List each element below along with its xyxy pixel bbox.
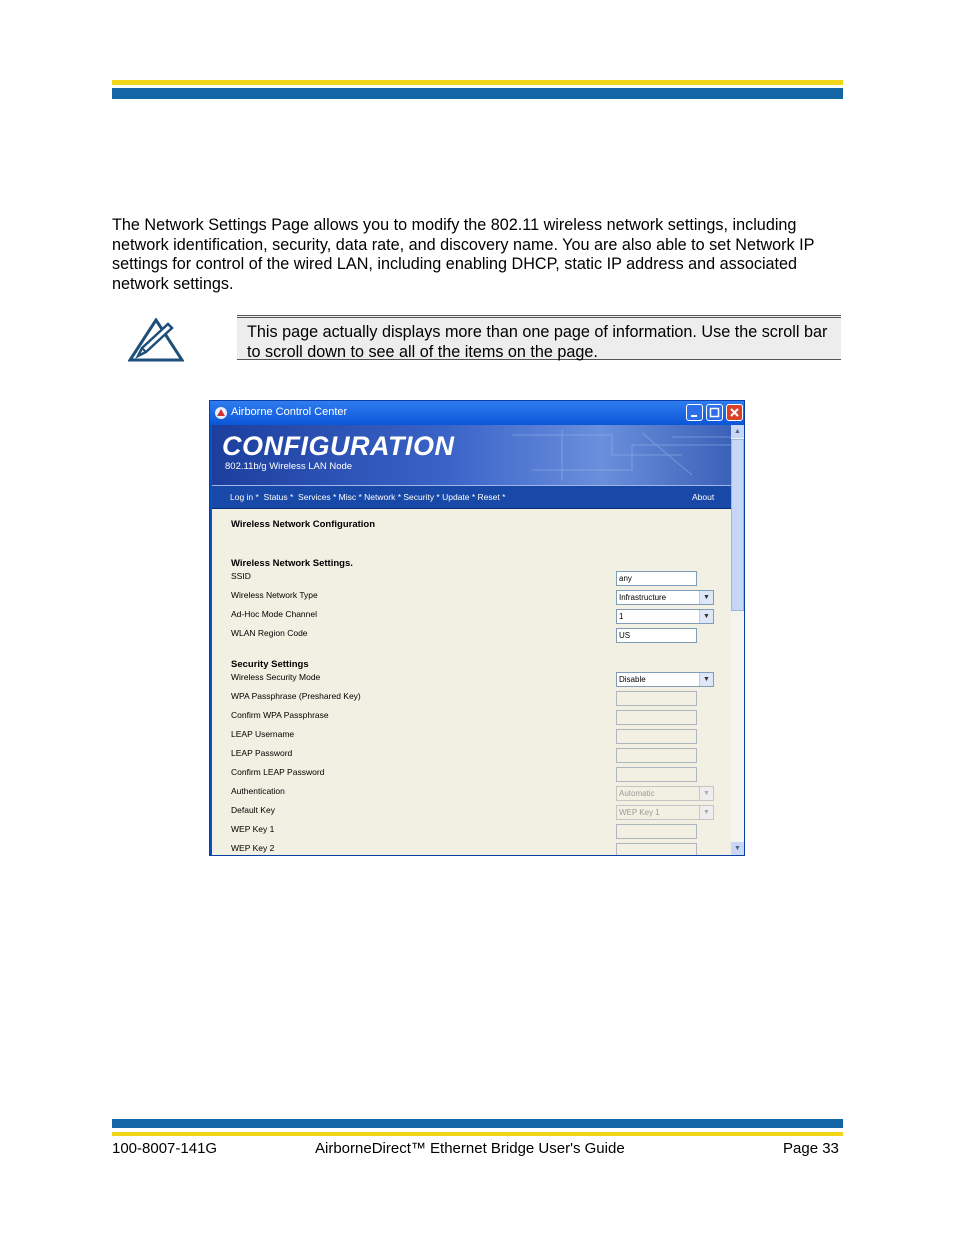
confirm-leap-label: Confirm LEAP Password	[231, 767, 325, 777]
page-heading: Wireless Network Configuration	[231, 519, 376, 530]
close-icon	[727, 405, 742, 420]
minimize-icon	[687, 405, 702, 420]
confirm-wpa-label: Confirm WPA Passphrase	[231, 710, 329, 720]
scroll-down-button[interactable]: ▼	[731, 842, 744, 855]
dropdown-arrow-icon: ▼	[699, 610, 713, 623]
maximize-button[interactable]	[706, 404, 723, 421]
note-pencil-icon	[128, 318, 184, 362]
dropdown-arrow-icon: ▼	[699, 806, 713, 819]
wpa-passphrase-input[interactable]	[616, 691, 697, 706]
intro-paragraph: The Network Settings Page allows you to modify the 802.11 wireless network settings, including network identification, security, data rate, and discovery name. You are also able to set Network IP settings for control of the wired LAN, including enabling DHCP, static IP address and associated network settings.	[112, 216, 815, 293]
doc-number: 100-8007-141G	[112, 1140, 218, 1157]
security-mode-select[interactable]	[616, 672, 714, 687]
header-blue-band	[112, 88, 843, 99]
leap-password-input[interactable]	[616, 748, 697, 763]
client-area	[212, 425, 731, 855]
window-title: Airborne Control Center	[231, 406, 348, 418]
ssid-label: SSID	[231, 571, 251, 581]
scroll-up-button[interactable]: ▲	[731, 425, 744, 438]
page-number: Page 33	[783, 1140, 839, 1157]
wep-key1-input[interactable]	[616, 824, 697, 839]
wep-key1-label: WEP Key 1	[231, 824, 275, 834]
security-heading: Security Settings	[231, 659, 309, 670]
authentication-label: Authentication	[231, 786, 285, 796]
authentication-value: Automatic	[619, 789, 655, 798]
config-content	[212, 509, 731, 855]
nav-links[interactable]: Log in * Status * Services * Misc * Network * Security * Update * Reset *	[230, 492, 506, 502]
footer-blue-band	[112, 1119, 843, 1128]
vertical-scrollbar[interactable]	[731, 425, 744, 855]
app-window-screenshot	[209, 400, 745, 856]
wireless-settings-heading: Wireless Network Settings.	[231, 558, 353, 569]
dropdown-arrow-icon: ▼	[699, 591, 713, 604]
note-text: This page actually displays more than one page of information. Use the scroll bar to scroll down to see all of the items on the page.	[247, 323, 828, 361]
footer-yellow-band	[112, 1132, 843, 1136]
adhoc-channel-select[interactable]	[616, 609, 714, 624]
nav-about-link[interactable]: About	[692, 492, 715, 502]
confirm-leap-input[interactable]	[616, 767, 697, 782]
wep-key2-input[interactable]	[616, 843, 697, 855]
title-bar	[210, 401, 744, 425]
app-icon	[214, 406, 228, 420]
region-input[interactable]: US	[616, 628, 697, 643]
close-button[interactable]	[726, 404, 743, 421]
network-type-value: Infrastructure	[619, 593, 667, 602]
scroll-thumb[interactable]	[731, 439, 744, 611]
header-yellow-band	[112, 80, 843, 85]
minimize-button[interactable]	[686, 404, 703, 421]
security-mode-value: Disable	[619, 675, 646, 684]
network-type-label: Wireless Network Type	[231, 590, 318, 600]
leap-password-label: LEAP Password	[231, 748, 293, 758]
leap-username-label: LEAP Username	[231, 729, 295, 739]
confirm-wpa-input[interactable]	[616, 710, 697, 725]
adhoc-channel-value: 1	[619, 612, 624, 621]
dropdown-arrow-icon: ▼	[699, 673, 713, 686]
wpa-passphrase-label: WPA Passphrase (Preshared Key)	[231, 691, 361, 701]
banner-title: CONFIGURATION	[222, 431, 455, 461]
default-key-value: WEP Key 1	[619, 808, 660, 817]
leap-username-input[interactable]	[616, 729, 697, 744]
network-type-select[interactable]	[616, 590, 714, 605]
authentication-select[interactable]	[616, 786, 714, 801]
adhoc-channel-label: Ad-Hoc Mode Channel	[231, 609, 317, 619]
note-box	[237, 315, 841, 360]
ssid-input[interactable]: any	[616, 571, 697, 586]
default-key-label: Default Key	[231, 805, 275, 815]
region-label: WLAN Region Code	[231, 628, 308, 638]
banner-subtitle: 802.11b/g Wireless LAN Node	[225, 461, 353, 472]
security-mode-label: Wireless Security Mode	[231, 672, 321, 682]
dropdown-arrow-icon: ▼	[699, 787, 713, 800]
banner	[212, 425, 731, 485]
nav-bar	[212, 485, 731, 509]
maximize-icon	[707, 405, 722, 420]
default-key-select[interactable]	[616, 805, 714, 820]
wep-key2-label: WEP Key 2	[231, 843, 275, 853]
doc-title: AirborneDirect™ Ethernet Bridge User's Guide	[315, 1140, 625, 1157]
